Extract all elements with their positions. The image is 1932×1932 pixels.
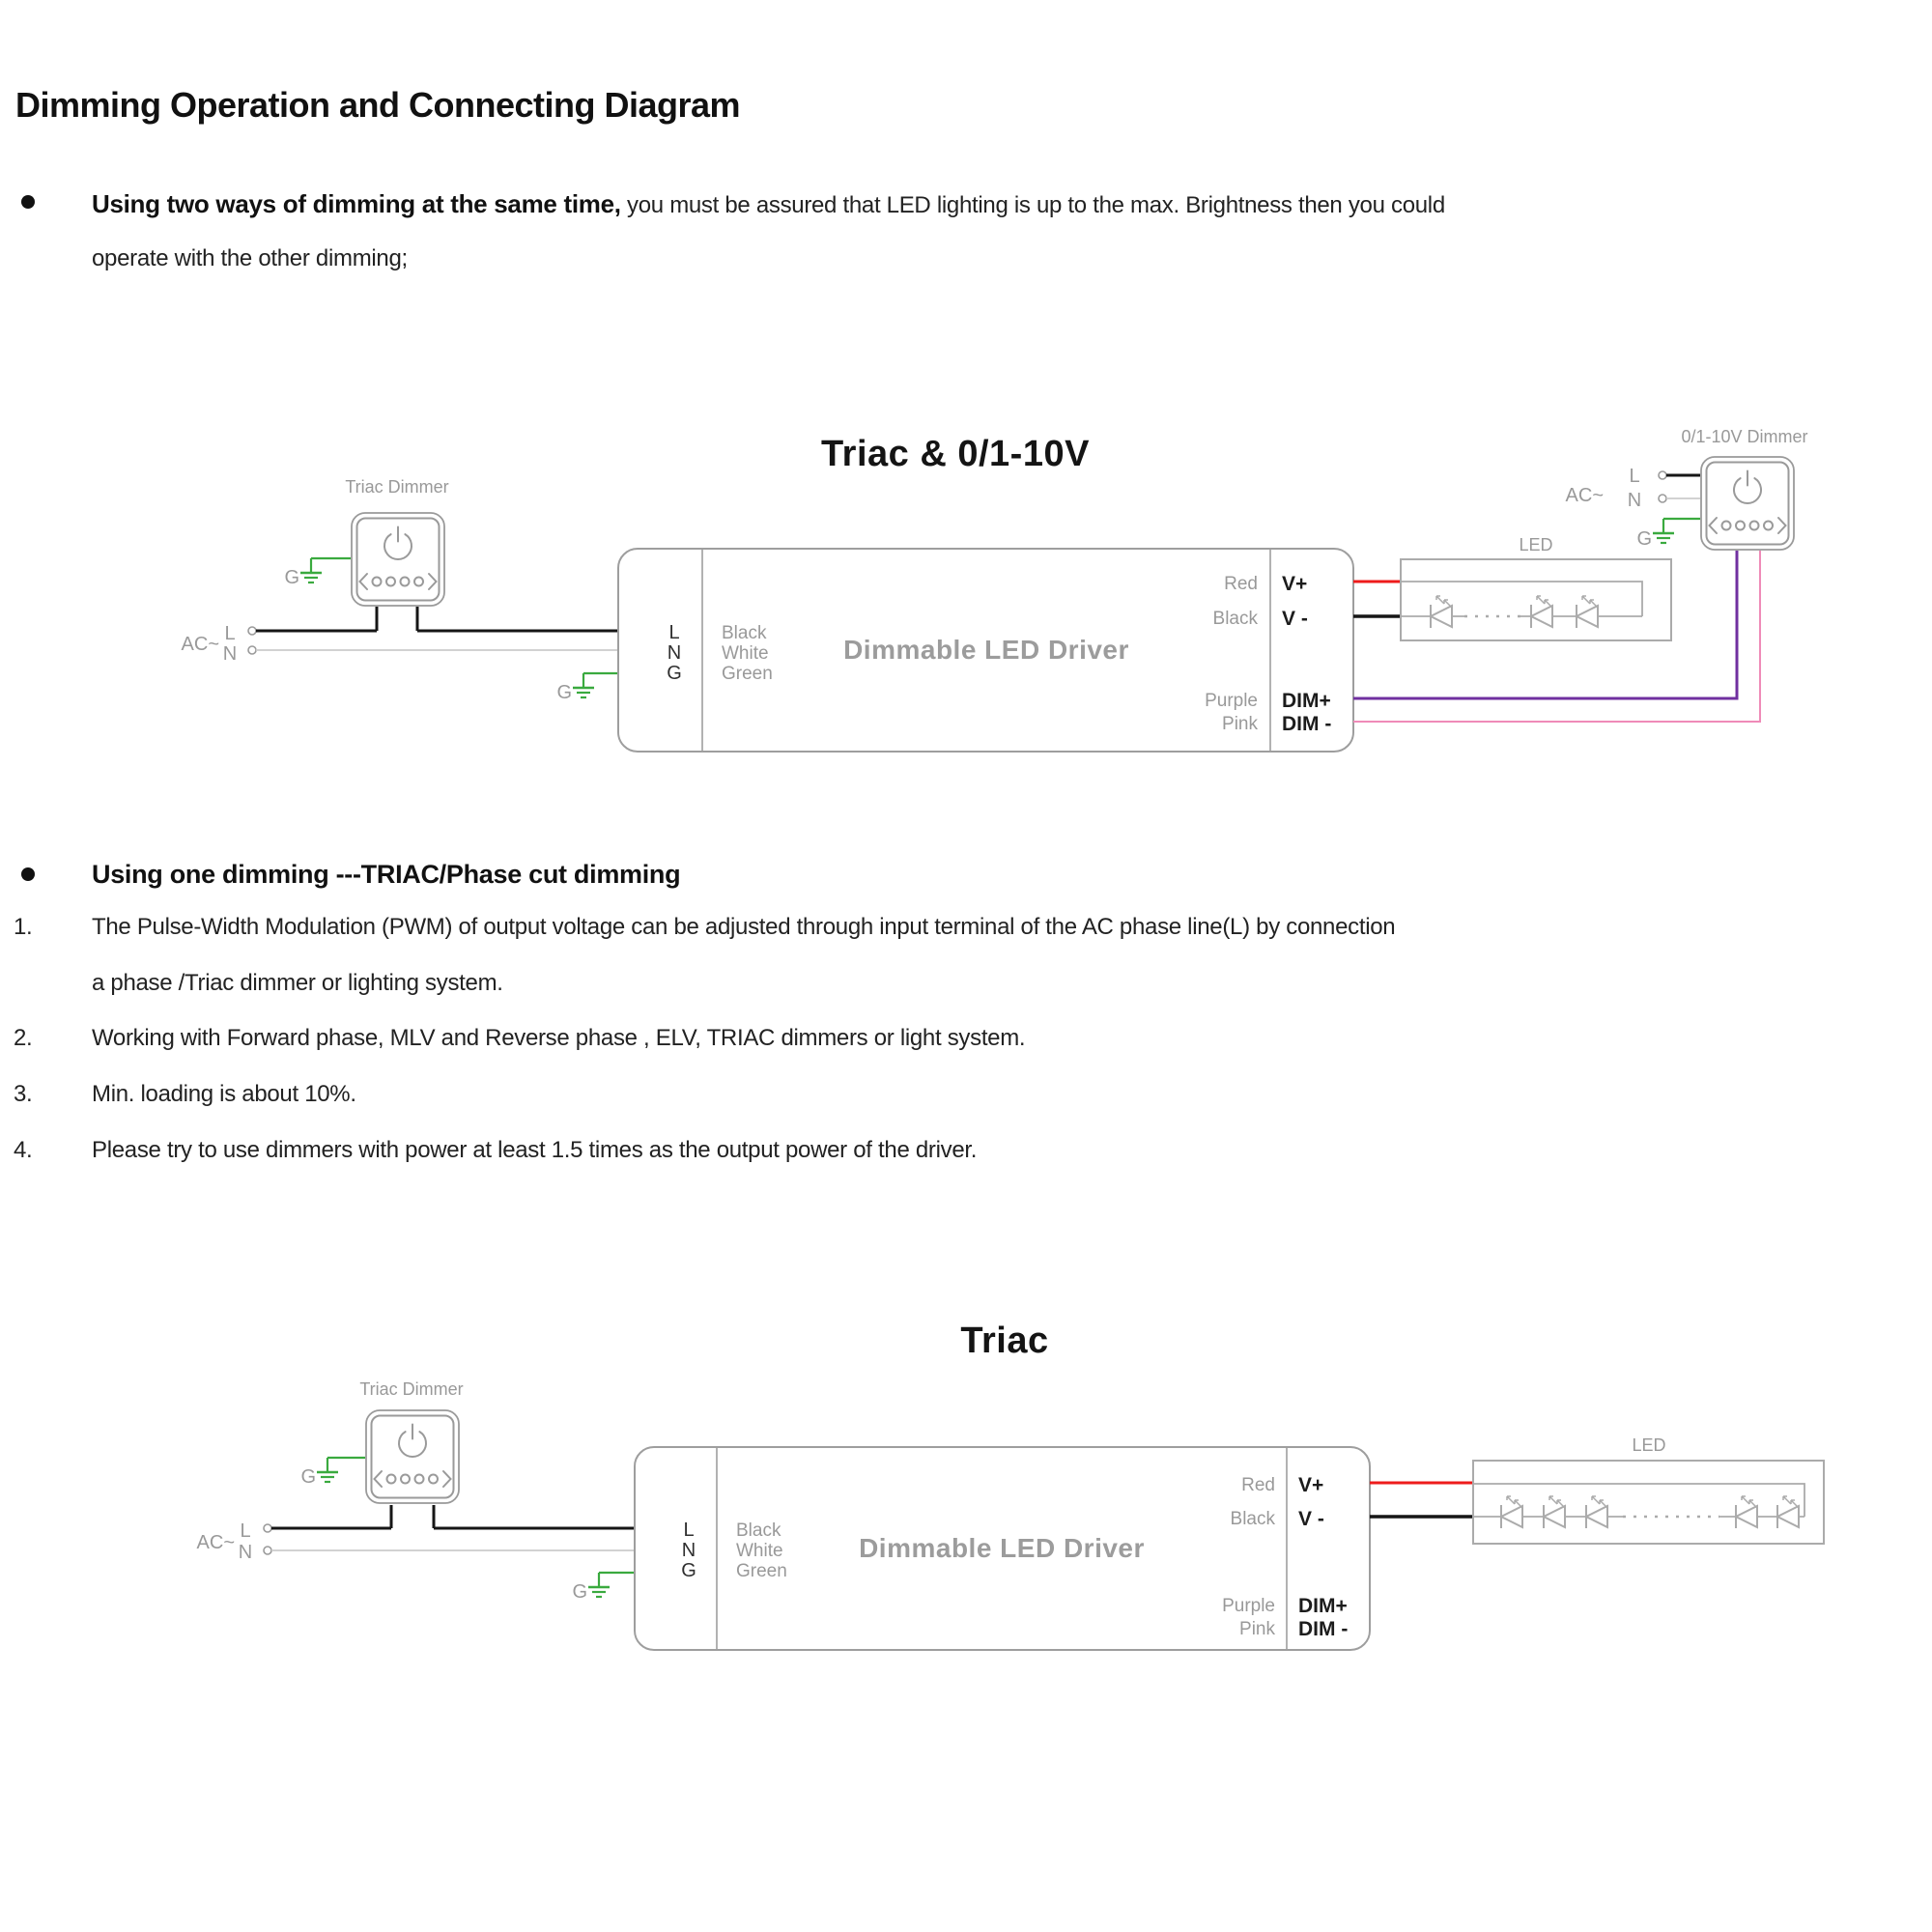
live-terminal — [264, 1524, 271, 1532]
intro-bold: Using two ways of dimming at the same time, — [92, 189, 621, 218]
ac-label: AC~ — [196, 1532, 235, 1553]
neutral-label: N — [222, 643, 238, 665]
diagram2-title: Triac — [960, 1321, 1049, 1361]
live-terminal — [248, 627, 256, 635]
terminal-dimminus: DIM - — [1282, 713, 1332, 735]
wire-color-pink: Pink — [1239, 1619, 1275, 1639]
list-item-3: Min. loading is about 10%. — [92, 1081, 356, 1107]
driver-terminal-g: G — [667, 663, 682, 684]
terminal-dimminus: DIM - — [1298, 1618, 1349, 1640]
terminal-dimplus: DIM+ — [1282, 690, 1331, 712]
diagram1 — [182, 427, 1808, 752]
ground-icon — [573, 673, 594, 697]
driver-terminal-l: L — [683, 1520, 695, 1541]
driver-terminal-n: N — [667, 642, 682, 664]
ground-label: G — [556, 682, 572, 703]
wire-color-red: Red — [1224, 574, 1258, 594]
wire-color-white: White — [736, 1541, 783, 1561]
terminal-vplus: V+ — [1298, 1474, 1324, 1496]
led-driver — [618, 549, 1353, 752]
ground-label: G — [284, 567, 299, 588]
ground-label: G — [572, 1581, 587, 1603]
triac-dimmer-icon — [352, 513, 444, 606]
list-num: 4. — [14, 1137, 33, 1163]
ground-icon — [1653, 519, 1674, 543]
v-dimmer-icon — [1701, 457, 1794, 550]
wire-color-white: White — [722, 643, 769, 664]
live-label: L — [240, 1520, 251, 1542]
wire-color-green: Green — [722, 664, 773, 684]
wire-color-pink: Pink — [1222, 714, 1258, 734]
wire-color-black: Black — [1212, 609, 1258, 629]
wire-color-black: Black — [736, 1520, 781, 1541]
neutral-terminal — [264, 1547, 271, 1554]
ac-label: AC~ — [1565, 485, 1604, 506]
led-label: LED — [1632, 1435, 1666, 1455]
wire-color-red: Red — [1241, 1475, 1275, 1495]
intro-line2: operate with the other dimming; — [92, 245, 408, 271]
triac-dimmer-label: Triac Dimmer — [359, 1379, 464, 1399]
led-label: LED — [1519, 535, 1553, 554]
list-item-1-line1: The Pulse-Width Modulation (PWM) of output voltage can be adjusted through input terminal of the AC phase line(L) by connection — [92, 914, 1396, 940]
list-num: 1. — [14, 914, 33, 940]
led-strip — [1401, 559, 1671, 640]
neutral-label: N — [1627, 490, 1642, 511]
wire-color-black: Black — [1230, 1509, 1275, 1529]
terminal-dimplus: DIM+ — [1298, 1595, 1348, 1617]
driver-terminal-n: N — [681, 1540, 696, 1561]
ground-icon — [317, 1458, 338, 1482]
diagram2 — [197, 1321, 1824, 1650]
ac-label: AC~ — [181, 634, 219, 655]
neutral-terminal — [248, 646, 256, 654]
led-driver — [635, 1447, 1370, 1650]
live-label: L — [1629, 466, 1640, 487]
led-strip — [1473, 1461, 1824, 1544]
wire-color-purple: Purple — [1222, 1596, 1275, 1616]
ground-label: G — [1636, 528, 1652, 550]
triac-dimmer-icon — [366, 1410, 459, 1503]
driver-terminal-g: G — [681, 1560, 696, 1581]
wire-color-purple: Purple — [1205, 691, 1258, 711]
diagram1-title: Triac & 0/1-10V — [821, 434, 1090, 474]
list-item-4: Please try to use dimmers with power at least 1.5 times as the output power of the driver. — [92, 1137, 978, 1163]
live-terminal — [1659, 471, 1666, 479]
driver-name: Dimmable LED Driver — [859, 1533, 1145, 1563]
terminal-vplus: V+ — [1282, 573, 1308, 595]
live-label: L — [224, 623, 236, 644]
ground-label: G — [300, 1466, 316, 1488]
intro-rest: you must be assured that LED lighting is up to the max. Brightness then you could — [620, 192, 1445, 218]
list-num: 2. — [14, 1025, 33, 1051]
driver-terminal-l: L — [668, 622, 680, 643]
ground-icon — [300, 558, 322, 582]
terminal-vminus: V - — [1282, 608, 1308, 630]
terminal-vminus: V - — [1298, 1508, 1324, 1530]
section2-heading: Using one dimming ---TRIAC/Phase cut dimming — [92, 860, 681, 889]
triac-dimmer-label: Triac Dimmer — [345, 477, 449, 497]
neutral-terminal — [1659, 495, 1666, 502]
page-title: Dimming Operation and Connecting Diagram — [15, 85, 741, 125]
list-num: 3. — [14, 1081, 33, 1107]
ground-icon — [588, 1573, 610, 1597]
v-dimmer-label: 0/1-10V Dimmer — [1681, 427, 1808, 446]
neutral-label: N — [238, 1542, 253, 1563]
list-item-2: Working with Forward phase, MLV and Reverse phase , ELV, TRIAC dimmers or light system. — [92, 1025, 1026, 1051]
wire-color-black: Black — [722, 623, 767, 643]
list-item-1-line2: a phase /Triac dimmer or lighting system. — [92, 970, 503, 996]
wire-color-green: Green — [736, 1561, 787, 1581]
driver-name: Dimmable LED Driver — [843, 635, 1129, 665]
